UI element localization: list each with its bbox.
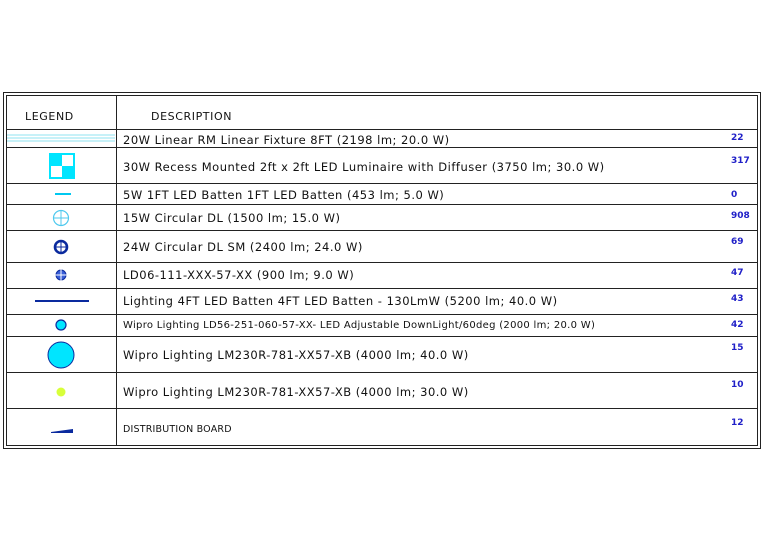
row-count: 908	[731, 211, 750, 221]
row-count: 47	[731, 268, 744, 278]
row-divider	[7, 372, 757, 373]
row-description: LD06-111-XXX-57-XX (900 lm; 9.0 W)	[123, 268, 355, 282]
batten-1ft-symbol	[55, 192, 71, 196]
row-count: 10	[731, 380, 744, 390]
row-divider	[7, 336, 757, 337]
adjustable-downlight-symbol	[55, 319, 67, 331]
ld06-symbol	[55, 269, 67, 281]
row-description: 15W Circular DL (1500 lm; 15.0 W)	[123, 211, 341, 225]
batten-4ft-symbol	[35, 299, 89, 303]
linear-fixture-symbol	[7, 133, 115, 143]
circular-dl-symbol	[52, 209, 70, 227]
row-count: 43	[731, 294, 744, 304]
row-divider	[7, 288, 757, 289]
lm230r-40w-symbol	[47, 341, 75, 369]
recess-luminaire-symbol	[49, 153, 75, 179]
row-divider	[7, 408, 757, 409]
row-divider	[7, 183, 757, 184]
row-description: DISTRIBUTION BOARD	[123, 424, 232, 435]
row-description: Lighting 4FT LED Batten 4FT LED Batten - 130LmW (5200 lm; 40.0 W)	[123, 294, 558, 308]
row-description: Wipro Lighting LD56-251-060-57-XX- LED Adjustable DownLight/60deg (2000 lm; 20.0 W)	[123, 320, 596, 331]
column-divider	[116, 96, 117, 445]
legend-table-inner	[6, 95, 758, 446]
row-count: 317	[731, 156, 750, 166]
distribution-board-symbol	[51, 428, 73, 434]
row-description: 20W Linear RM Linear Fixture 8FT (2198 lm; 20.0 W)	[123, 133, 450, 147]
header-legend: LEGEND	[25, 110, 74, 123]
row-count: 15	[731, 343, 744, 353]
row-divider	[7, 147, 757, 148]
header-description: DESCRIPTION	[151, 110, 233, 123]
row-divider	[7, 129, 757, 130]
row-count: 12	[731, 418, 744, 428]
lm230r-30w-symbol	[56, 387, 66, 397]
row-description: 5W 1FT LED Batten 1FT LED Batten (453 lm; 5.0 W)	[123, 188, 445, 202]
row-description: Wipro Lighting LM230R-781-XX57-XB (4000 lm; 40.0 W)	[123, 348, 469, 362]
row-description: 24W Circular DL SM (2400 lm; 24.0 W)	[123, 240, 363, 254]
row-count: 69	[731, 237, 744, 247]
row-count: 42	[731, 320, 744, 330]
row-divider	[7, 230, 757, 231]
circular-dl-sm-symbol	[53, 239, 69, 255]
row-divider	[7, 204, 757, 205]
row-count: 0	[731, 190, 738, 200]
row-count: 22	[731, 133, 744, 143]
row-divider	[7, 314, 757, 315]
legend-table	[3, 92, 761, 449]
row-description: 30W Recess Mounted 2ft x 2ft LED Luminaire with Diffuser (3750 lm; 30.0 W)	[123, 160, 605, 174]
row-description: Wipro Lighting LM230R-781-XX57-XB (4000 lm; 30.0 W)	[123, 385, 469, 399]
row-divider	[7, 262, 757, 263]
